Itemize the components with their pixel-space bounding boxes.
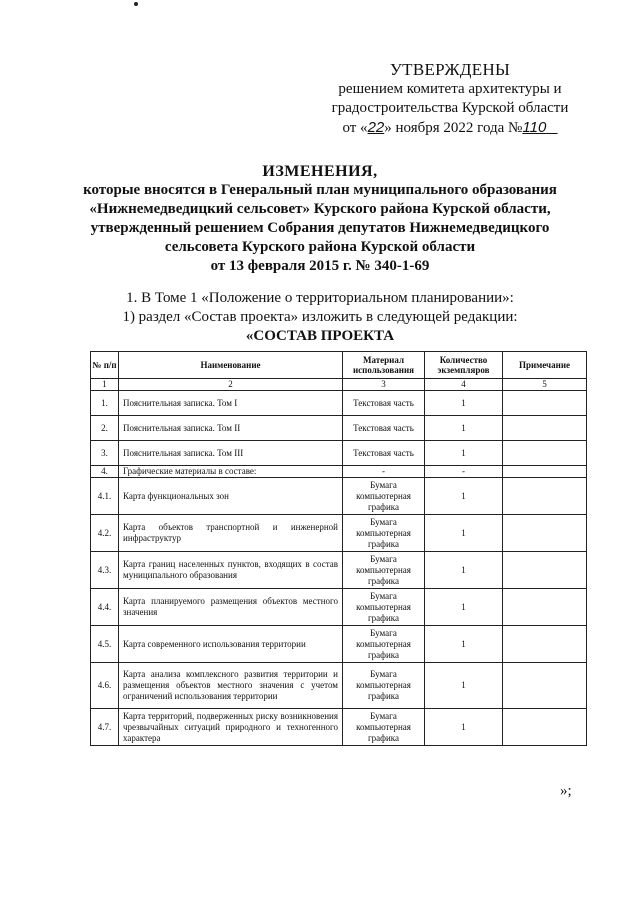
row-name: Карта объектов транспортной и инженерной инфраструктур (119, 515, 343, 552)
row-name: Графические материалы в составе: (119, 466, 343, 478)
row-note (503, 552, 587, 589)
heading-line: сельсовета Курского района Курской области (164, 239, 476, 255)
approval-date-prefix: от « (342, 120, 368, 136)
row-num: 4.6. (91, 663, 119, 709)
heading-line: которые вносятся в Генеральный план муниципального образования (83, 182, 557, 198)
row-material: Бумага компьютерная графика (343, 478, 425, 515)
table-row (91, 478, 587, 515)
row-count: 1 (425, 478, 503, 515)
document-title: ИЗМЕНЕНИЯ, (262, 163, 378, 180)
table-row (91, 416, 587, 441)
row-count: 1 (425, 709, 503, 746)
row-note (503, 626, 587, 663)
column-number: 2 (119, 379, 343, 391)
intro-line-2: 1) раздел «Состав проекта» изложить в следующей редакции: (122, 309, 518, 325)
row-name: Карта анализа комплексного развития территории и размещения объектов местного значения с учетом ограничений использования территории (119, 663, 343, 709)
row-material: Текстовая часть (343, 416, 425, 441)
row-note (503, 478, 587, 515)
section-title: «СОСТАВ ПРОЕКТА (245, 328, 395, 344)
row-count: 1 (425, 441, 503, 466)
table-row (91, 709, 587, 746)
column-number: 1 (91, 379, 119, 391)
table-row (91, 515, 587, 552)
row-note (503, 416, 587, 441)
row-num: 4.1. (91, 478, 119, 515)
table-header-row (91, 352, 587, 379)
row-num: 2. (91, 416, 119, 441)
row-material: Бумага компьютерная графика (343, 663, 425, 709)
row-material: Текстовая часть (343, 391, 425, 416)
row-material: - (343, 466, 425, 478)
table-row (91, 441, 587, 466)
row-note (503, 589, 587, 626)
row-note (503, 441, 587, 466)
row-name: Пояснительная записка. Том III (119, 441, 343, 466)
document-heading (70, 162, 570, 276)
row-count: 1 (425, 552, 503, 589)
row-num: 4.7. (91, 709, 119, 746)
header-count: Количество экземпляров (425, 352, 503, 379)
row-material: Бумага компьютерная графика (343, 709, 425, 746)
closing-quote: »; (560, 783, 572, 799)
approval-date-mid: » ноября 2022 года № (384, 120, 523, 136)
row-note (503, 466, 587, 478)
row-count: 1 (425, 626, 503, 663)
header-note: Примечание (503, 352, 587, 379)
table-row (91, 552, 587, 589)
heading-line: от 13 февраля 2015 г. № 340-1-69 (210, 258, 430, 274)
row-num: 4. (91, 466, 119, 478)
row-name: Карта планируемого размещения объектов местного значения (119, 589, 343, 626)
row-count: 1 (425, 589, 503, 626)
header-name: Наименование (119, 352, 343, 379)
row-name: Пояснительная записка. Том II (119, 416, 343, 441)
row-note (503, 663, 587, 709)
approval-date (300, 118, 600, 138)
approval-line-1: решением комитета архитектуры и (338, 81, 562, 97)
row-name: Карта функциональных зон (119, 478, 343, 515)
row-count: 1 (425, 391, 503, 416)
row-material: Бумага компьютерная графика (343, 589, 425, 626)
row-count: 1 (425, 515, 503, 552)
table-row (91, 663, 587, 709)
project-composition-table (90, 351, 587, 746)
approval-block (300, 60, 600, 138)
header-num: № п/п (91, 352, 119, 379)
approval-date-day: 22 (367, 119, 385, 136)
row-note (503, 515, 587, 552)
column-number: 4 (425, 379, 503, 391)
row-name: Пояснительная записка. Том I (119, 391, 343, 416)
column-number: 3 (343, 379, 425, 391)
approval-date-number: 110 (522, 119, 547, 136)
table-row (91, 391, 587, 416)
row-name: Карта территорий, подверженных риску возникновения чрезвычайных ситуаций природного и техногенного характера (119, 709, 343, 746)
table-row (91, 466, 587, 478)
row-material: Бумага компьютерная графика (343, 552, 425, 589)
row-name: Карта современного использования территории (119, 626, 343, 663)
row-material: Бумага компьютерная графика (343, 626, 425, 663)
row-material: Бумага компьютерная графика (343, 515, 425, 552)
intro-line-1: 1. В Томе 1 «Положение о территориальном планировании»: (126, 290, 514, 306)
column-number-row (91, 379, 587, 391)
heading-line: утвержденный решением Собрания депутатов Нижнемедведицкого (90, 220, 550, 236)
header-material: Материал использования (343, 352, 425, 379)
row-count: 1 (425, 663, 503, 709)
row-name: Карта границ населенных пунктов, входящих в состав муниципального образования (119, 552, 343, 589)
row-num: 4.3. (91, 552, 119, 589)
row-num: 1. (91, 391, 119, 416)
scan-mark (134, 2, 138, 6)
column-number: 5 (503, 379, 587, 391)
table-row (91, 626, 587, 663)
row-num: 4.4. (91, 589, 119, 626)
table-row (91, 589, 587, 626)
row-count: - (425, 466, 503, 478)
row-note (503, 709, 587, 746)
row-num: 4.5. (91, 626, 119, 663)
row-num: 4.2. (91, 515, 119, 552)
row-count: 1 (425, 416, 503, 441)
row-material: Текстовая часть (343, 441, 425, 466)
approval-title: УТВЕРЖДЕНЫ (389, 60, 511, 79)
row-num: 3. (91, 441, 119, 466)
intro-block (70, 289, 570, 346)
approval-line-2: градостроительства Курской области (331, 100, 569, 116)
row-note (503, 391, 587, 416)
heading-line: «Нижнемедведицкий сельсовет» Курского района Курской области, (89, 201, 551, 217)
